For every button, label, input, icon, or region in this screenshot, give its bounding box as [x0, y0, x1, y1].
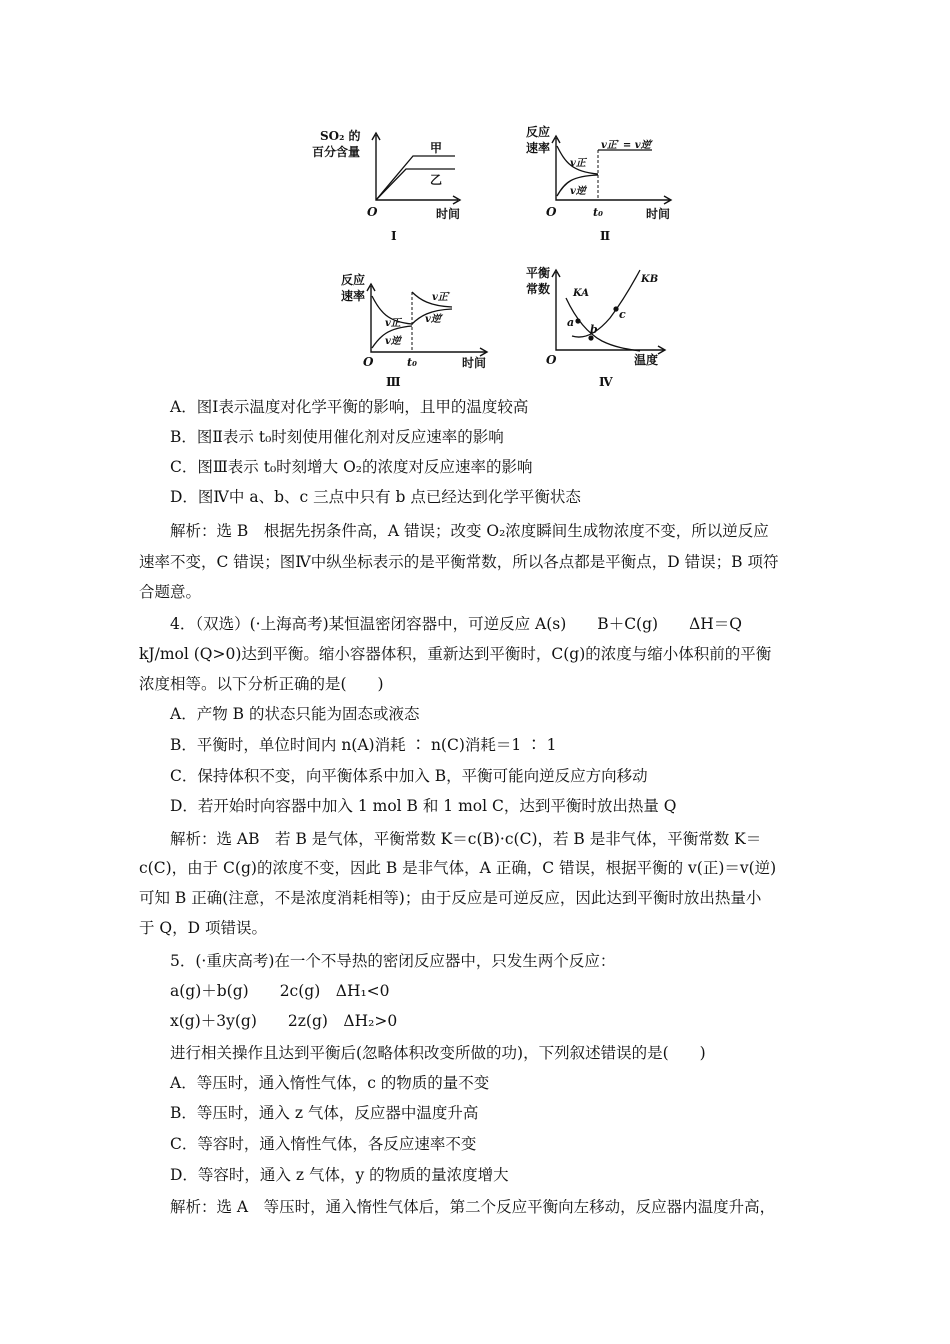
fig4-label-b: b [590, 323, 598, 336]
text-line-12: B．平衡时，单位时间内 n(A)消耗 ∶ n(C)消耗＝1 ∶ 1 [170, 736, 557, 754]
figure-1 [312, 128, 460, 243]
text-line-11: A．产物 B 的状态只能为固态或液态 [170, 705, 420, 723]
fig1-ylabel-1: SO₂ 的 [320, 129, 361, 143]
fig2-caption: Ⅱ [600, 229, 611, 243]
fig3-ylabel-2: 速率 [341, 289, 366, 303]
fig2-label-eq: v正′ = v逆′ [601, 140, 654, 151]
text-line-1: A．图Ⅰ表示温度对化学平衡的影响，且甲的温度较高 [170, 398, 529, 416]
fig3-label-vrp: v逆′ [425, 314, 444, 325]
fig3-label-vfp: v正′ [432, 292, 451, 303]
figure-4 [526, 265, 665, 389]
text-line-5: 解析：选 B 根据先拐条件高，A 错误；改变 O₂浓度瞬间生成物浓度不变，所以逆反应 [170, 522, 769, 540]
fig4-point-a [575, 318, 580, 323]
text-line-15: 解析：选 AB 若 B 是气体，平衡常数 K＝c(B)·c(C)，若 B 是非气体，平衡常数 K＝ [170, 830, 762, 848]
fig1-xlabel: 时间 [436, 207, 461, 221]
fig4-caption: Ⅳ [599, 375, 613, 389]
fig1-label-jia: 甲 [430, 141, 443, 155]
fig3-t0: t₀ [407, 356, 417, 369]
fig4-xlabel: 温度 [634, 353, 659, 367]
fig4-origin: O [546, 353, 557, 367]
fig2-ylabel-1: 反应 [526, 125, 551, 139]
fig1-ylabel-2: 百分含量 [312, 145, 361, 159]
text-line-20: a(g)＋b(g) 2c(g) ΔH₁<0 [170, 982, 390, 1000]
fig4-label-ka: KA [573, 288, 590, 299]
text-line-13: C．保持体积不变，向平衡体系中加入 B，平衡可能向逆反应方向移动 [170, 767, 648, 785]
fig4-curve-kb [572, 270, 640, 337]
fig3-label-vr: v逆 [385, 336, 401, 347]
fig1-caption: Ⅰ [391, 229, 397, 243]
text-line-25: C．等容时，通入惰性气体，各反应速率不变 [170, 1135, 477, 1153]
fig2-origin: O [546, 205, 557, 219]
text-line-3: C．图Ⅲ表示 t₀时刻增大 O₂的浓度对反应速率的影响 [170, 458, 533, 476]
text-line-24: B．等压时，通入 z 气体，反应器中温度升高 [170, 1104, 479, 1122]
text-line-6: 速率不变，C 错误；图Ⅳ中纵坐标表示的是平衡常数，所以各点都是平衡点，D 错误；B 项符 [139, 553, 779, 571]
text-line-4: D．图Ⅳ中 a、b、c 三点中只有 b 点已经达到化学平衡状态 [170, 488, 581, 506]
text-line-27: 解析：选 A 等压时，通入惰性气体后，第二个反应平衡向左移动，反应器内温度升高， [170, 1198, 776, 1216]
text-line-14: D．若开始时向容器中加入 1 mol B 和 1 mol C，达到平衡时放出热量 Q [170, 797, 677, 815]
text-line-18: 于 Q，D 项错误。 [139, 919, 267, 937]
fig4-ylabel-2: 常数 [526, 282, 551, 296]
text-line-26: D．等容时，通入 z 气体，y 的物质的量浓度增大 [170, 1166, 509, 1184]
text-line-23: A．等压时，通入惰性气体，c 的物质的量不变 [170, 1074, 490, 1092]
fig1-label-yi: 乙 [430, 173, 443, 187]
fig1-axes [376, 135, 458, 200]
figure-3 [341, 272, 487, 389]
fig2-t0: t₀ [593, 206, 603, 219]
text-line-17: 可知 B 正确(注意，不是浓度消耗相等)；由于反应是可逆反应，因此达到平衡时放出热量小 [139, 889, 762, 907]
text-line-22: 进行相关操作且达到平衡后(忽略体积改变所做的功)，下列叙述错误的是( ) [170, 1044, 706, 1062]
fig1-curve-jia [376, 156, 455, 200]
text-line-21: x(g)＋3y(g) 2z(g) ΔH₂>0 [170, 1012, 398, 1030]
fig4-label-a: a [567, 316, 575, 329]
fig2-label-vf: v正 [570, 158, 586, 169]
text-line-19: 5．(·重庆高考)在一个不导热的密闭反应器中，只发生两个反应： [170, 952, 616, 970]
text-line-8: 4．（双选）(·上海高考)某恒温密闭容器中，可逆反应 A(s) B＋C(g) ΔH＝Q [170, 615, 742, 633]
fig3-xlabel: 时间 [462, 356, 487, 370]
fig4-label-c: c [619, 308, 626, 321]
fig3-caption: Ⅲ [386, 375, 401, 389]
fig2-xlabel: 时间 [646, 207, 671, 221]
fig4-point-c [613, 306, 618, 311]
text-line-9: kJ/mol (Q>0)达到平衡。缩小容器体积，重新达到平衡时，C(g)的浓度与缩小体积前的平衡 [139, 645, 772, 663]
fig1-origin: O [367, 205, 378, 219]
fig2-ylabel-2: 速率 [526, 141, 551, 155]
fig3-origin: O [363, 355, 374, 369]
text-line-2: B．图Ⅱ表示 t₀时刻使用催化剂对反应速率的影响 [170, 428, 504, 446]
text-line-16: c(C)，由于 C(g)的浓度不变，因此 B 是非气体，A 正确，C 错误，根据平衡的 v(正)＝v(逆) [139, 859, 777, 877]
fig4-point-b [588, 335, 593, 340]
fig4-label-kb: KB [641, 274, 659, 285]
fig2-label-vr: v逆 [570, 186, 586, 197]
fig3-label-vf: v正 [385, 318, 401, 329]
figures-panel [0, 0, 950, 395]
fig4-ylabel-1: 平衡 [526, 266, 551, 280]
fig1-curve-yi [376, 169, 455, 200]
text-line-10: 浓度相等。以下分析正确的是( ) [139, 675, 384, 693]
figure-2 [526, 124, 671, 243]
fig3-ylabel-1: 反应 [341, 273, 366, 287]
text-line-7: 合题意。 [139, 583, 202, 601]
